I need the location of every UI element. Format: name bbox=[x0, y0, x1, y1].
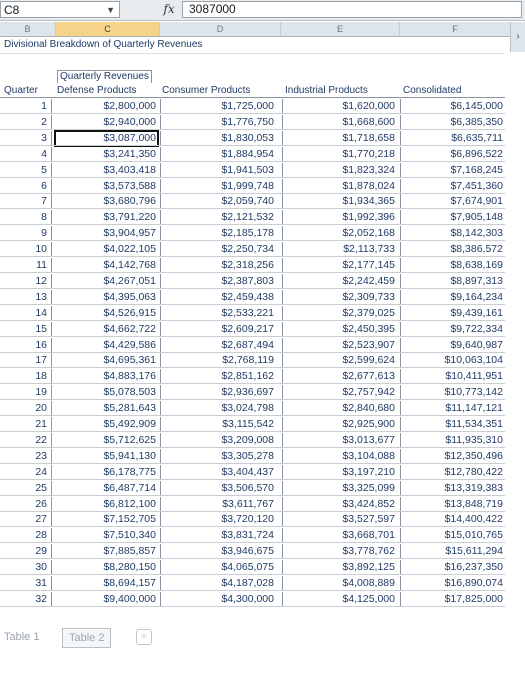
consumer-cell[interactable]: $1,941,503 bbox=[160, 163, 278, 178]
consolidated-cell[interactable]: $13,319,383 bbox=[400, 481, 505, 496]
quarter-cell[interactable]: 32 bbox=[0, 592, 52, 607]
row-divider bbox=[0, 574, 505, 575]
defense-cell[interactable]: $4,695,361 bbox=[103, 354, 156, 367]
consumer-cell[interactable]: $2,185,178 bbox=[160, 226, 278, 241]
name-box-value: C8 bbox=[4, 3, 20, 17]
quarter-cell[interactable]: 15 bbox=[0, 322, 52, 337]
defense-cell[interactable]: $7,510,340 bbox=[103, 529, 156, 542]
row-divider bbox=[0, 320, 505, 321]
row-divider bbox=[0, 447, 505, 448]
quarter-cell[interactable]: 10 bbox=[0, 242, 52, 257]
consumer-cell[interactable]: $2,059,740 bbox=[160, 194, 278, 209]
consolidated-cell[interactable]: $11,147,121 bbox=[400, 401, 505, 416]
defense-cell[interactable]: $4,267,051 bbox=[103, 274, 156, 287]
formula-input[interactable]: 3087000 bbox=[182, 1, 522, 18]
row-divider bbox=[0, 352, 505, 353]
consolidated-cell[interactable]: $9,640,987 bbox=[400, 338, 505, 353]
consolidated-cell[interactable]: $7,674,901 bbox=[400, 194, 505, 209]
quarter-cell[interactable]: 1 bbox=[0, 99, 52, 114]
quarter-cell[interactable]: 26 bbox=[0, 497, 52, 512]
consolidated-cell[interactable]: $7,168,245 bbox=[400, 163, 505, 178]
consolidated-cell[interactable]: $6,635,711 bbox=[400, 131, 505, 146]
quarter-cell[interactable]: 17 bbox=[0, 353, 52, 368]
table-row bbox=[0, 433, 525, 448]
row-divider bbox=[0, 511, 505, 512]
defense-cell[interactable]: $6,487,714 bbox=[103, 481, 156, 494]
defense-cell[interactable]: $7,885,857 bbox=[103, 545, 156, 558]
quarter-cell[interactable]: 3 bbox=[0, 131, 52, 146]
consolidated-cell[interactable]: $11,534,351 bbox=[400, 417, 505, 432]
consumer-cell[interactable]: $2,533,221 bbox=[160, 306, 278, 321]
defense-cell[interactable]: $4,395,063 bbox=[103, 290, 156, 303]
sheet-tabs bbox=[0, 628, 525, 648]
defense-cell[interactable]: $6,178,775 bbox=[103, 465, 156, 478]
quarter-cell[interactable]: 19 bbox=[0, 385, 52, 400]
consolidated-cell[interactable]: $9,722,334 bbox=[400, 322, 505, 337]
industrial-cell[interactable]: $2,925,900 bbox=[282, 417, 397, 432]
title-divider bbox=[0, 53, 505, 54]
row-divider bbox=[0, 304, 505, 305]
table-row bbox=[0, 290, 525, 305]
industrial-cell[interactable]: $2,177,145 bbox=[282, 258, 397, 273]
consolidated-cell[interactable]: $12,350,496 bbox=[400, 449, 505, 464]
consumer-cell[interactable]: $3,115,542 bbox=[160, 417, 278, 432]
quarter-cell[interactable]: 24 bbox=[0, 465, 52, 480]
row-divider bbox=[0, 495, 505, 496]
row-divider bbox=[0, 590, 505, 591]
industrial-cell[interactable]: $2,840,680 bbox=[282, 401, 397, 416]
quarter-cell[interactable]: 11 bbox=[0, 258, 52, 273]
table-row bbox=[0, 528, 525, 543]
consolidated-cell[interactable]: $15,010,765 bbox=[400, 528, 505, 543]
quarter-cell[interactable]: 25 bbox=[0, 481, 52, 496]
header-quarter: Quarter bbox=[4, 85, 38, 96]
consumer-cell[interactable]: $4,065,075 bbox=[160, 560, 278, 575]
industrial-cell[interactable]: $3,197,210 bbox=[282, 465, 397, 480]
defense-cell[interactable]: $5,492,909 bbox=[103, 418, 156, 430]
defense-cell[interactable]: $3,791,220 bbox=[103, 211, 156, 224]
industrial-cell[interactable]: $1,668,600 bbox=[282, 115, 397, 130]
defense-cell[interactable]: $4,022,105 bbox=[103, 243, 156, 256]
column-header-d[interactable]: D bbox=[160, 22, 281, 36]
header-industrial: Industrial Products bbox=[285, 85, 368, 96]
table-row bbox=[0, 226, 525, 241]
row-divider bbox=[0, 606, 505, 607]
table-row bbox=[0, 385, 525, 400]
industrial-cell[interactable]: $2,113,733 bbox=[282, 242, 397, 257]
row-divider bbox=[0, 193, 505, 194]
table-row bbox=[0, 497, 525, 512]
table-row bbox=[0, 481, 525, 496]
row-divider bbox=[0, 415, 505, 416]
consolidated-cell[interactable]: $16,237,350 bbox=[400, 560, 505, 575]
table-row bbox=[0, 99, 525, 114]
header-defense: Defense Products bbox=[57, 85, 137, 96]
quarter-cell[interactable]: 4 bbox=[0, 147, 52, 162]
defense-cell[interactable]: $2,940,000 bbox=[103, 115, 156, 128]
consolidated-cell[interactable]: $6,385,350 bbox=[400, 115, 505, 130]
consumer-cell[interactable]: $2,936,697 bbox=[160, 385, 278, 400]
quarter-cell[interactable]: 27 bbox=[0, 512, 52, 527]
industrial-cell[interactable]: $2,309,733 bbox=[282, 290, 397, 305]
table-row bbox=[0, 163, 525, 178]
table-row bbox=[0, 131, 525, 146]
row-divider bbox=[0, 256, 505, 257]
consolidated-cell[interactable]: $8,142,303 bbox=[400, 226, 505, 241]
defense-cell[interactable]: $7,152,705 bbox=[103, 513, 156, 526]
quarter-cell[interactable]: 9 bbox=[0, 226, 52, 241]
consumer-cell[interactable]: $2,687,494 bbox=[160, 338, 278, 353]
tab-table-2[interactable]: Table 2 bbox=[62, 628, 111, 648]
table-row bbox=[0, 465, 525, 480]
defense-cell[interactable]: $3,241,350 bbox=[103, 147, 156, 160]
row-divider bbox=[0, 208, 505, 209]
industrial-cell[interactable]: $1,878,024 bbox=[282, 179, 397, 194]
consolidated-cell[interactable]: $11,935,310 bbox=[400, 433, 505, 448]
consolidated-cell[interactable]: $9,439,161 bbox=[400, 306, 505, 321]
table-row bbox=[0, 353, 525, 368]
consumer-cell[interactable]: $3,209,008 bbox=[160, 433, 278, 448]
industrial-cell[interactable]: $2,052,168 bbox=[282, 226, 397, 241]
quarter-cell[interactable]: 30 bbox=[0, 560, 52, 575]
table-row bbox=[0, 179, 525, 194]
consumer-cell[interactable]: $3,024,798 bbox=[160, 401, 278, 416]
consumer-cell[interactable]: $2,768,119 bbox=[160, 353, 278, 368]
row-divider bbox=[0, 240, 505, 241]
table-row bbox=[0, 592, 525, 607]
table-row bbox=[0, 512, 525, 527]
quarter-cell[interactable]: 28 bbox=[0, 528, 52, 543]
defense-cell[interactable]: $3,573,588 bbox=[103, 179, 156, 192]
consumer-cell[interactable]: $3,720,120 bbox=[160, 512, 278, 527]
quarter-cell[interactable]: 2 bbox=[0, 115, 52, 130]
table-row bbox=[0, 322, 525, 337]
defense-cell[interactable]: $4,883,176 bbox=[103, 370, 156, 383]
industrial-cell[interactable]: $3,424,852 bbox=[282, 497, 397, 512]
consolidated-cell[interactable]: $8,638,169 bbox=[400, 258, 505, 273]
consumer-cell[interactable]: $3,946,675 bbox=[160, 544, 278, 559]
defense-cell[interactable]: $3,087,000 bbox=[55, 131, 158, 146]
add-sheet-icon[interactable]: + bbox=[136, 629, 152, 645]
quarter-cell[interactable]: 23 bbox=[0, 449, 52, 464]
consolidated-cell[interactable]: $6,145,000 bbox=[400, 99, 505, 114]
defense-cell[interactable]: $3,904,957 bbox=[103, 227, 156, 240]
consumer-cell[interactable]: $3,831,724 bbox=[160, 528, 278, 543]
consolidated-cell[interactable]: $8,386,572 bbox=[400, 242, 505, 257]
formula-bar bbox=[0, 0, 525, 21]
industrial-cell[interactable]: $1,934,365 bbox=[282, 194, 397, 209]
table-row bbox=[0, 306, 525, 321]
industrial-cell[interactable]: $4,008,889 bbox=[282, 576, 397, 591]
industrial-cell[interactable]: $1,992,396 bbox=[282, 210, 397, 225]
consolidated-cell[interactable]: $6,896,522 bbox=[400, 147, 505, 162]
quarter-cell[interactable]: 31 bbox=[0, 576, 52, 591]
industrial-cell[interactable]: $3,325,099 bbox=[282, 481, 397, 496]
quarter-cell[interactable]: 21 bbox=[0, 417, 52, 432]
quarter-cell[interactable]: 18 bbox=[0, 369, 52, 384]
consolidated-cell[interactable]: $12,780,422 bbox=[400, 465, 505, 480]
row-divider bbox=[0, 113, 505, 114]
row-divider bbox=[0, 479, 505, 480]
industrial-cell[interactable]: $2,379,025 bbox=[282, 306, 397, 321]
industrial-cell[interactable]: $1,620,000 bbox=[282, 99, 397, 114]
consolidated-cell[interactable]: $13,848,719 bbox=[400, 497, 505, 512]
industrial-cell[interactable]: $3,527,597 bbox=[282, 512, 397, 527]
consumer-cell[interactable]: $2,387,803 bbox=[160, 274, 278, 289]
column-header-e[interactable]: E bbox=[281, 22, 400, 36]
column-header-b[interactable]: B bbox=[0, 22, 56, 36]
industrial-cell[interactable]: $3,668,701 bbox=[282, 528, 397, 543]
column-headers bbox=[0, 22, 525, 37]
consumer-cell[interactable]: $2,851,162 bbox=[160, 369, 278, 384]
quarter-cell[interactable]: 8 bbox=[0, 210, 52, 225]
industrial-cell[interactable]: $3,778,762 bbox=[282, 544, 397, 559]
quarter-cell[interactable]: 16 bbox=[0, 338, 52, 353]
industrial-cell[interactable]: $1,770,218 bbox=[282, 147, 397, 162]
row-divider bbox=[0, 383, 505, 384]
defense-cell[interactable]: $5,281,643 bbox=[103, 402, 156, 415]
row-divider bbox=[0, 145, 505, 146]
industrial-cell[interactable]: $2,523,907 bbox=[282, 338, 397, 353]
quarter-cell[interactable]: 22 bbox=[0, 433, 52, 448]
consumer-cell[interactable]: $2,459,438 bbox=[160, 290, 278, 305]
function-icon[interactable]: fx bbox=[163, 2, 175, 16]
industrial-cell[interactable]: $3,013,677 bbox=[282, 433, 397, 448]
industrial-cell[interactable]: $1,823,324 bbox=[282, 163, 397, 178]
table-row bbox=[0, 338, 525, 353]
row-divider bbox=[0, 558, 505, 559]
consolidated-cell[interactable]: $7,451,360 bbox=[400, 179, 505, 194]
defense-cell[interactable]: $9,400,000 bbox=[103, 592, 156, 605]
tab-table-1[interactable]: Table 1 bbox=[4, 631, 40, 643]
row-divider bbox=[0, 367, 505, 368]
quarter-cell[interactable]: 7 bbox=[0, 194, 52, 209]
table-row bbox=[0, 401, 525, 416]
defense-cell[interactable]: $4,662,722 bbox=[103, 322, 156, 335]
consumer-cell[interactable]: $1,725,000 bbox=[160, 99, 278, 114]
consumer-cell[interactable]: $3,404,437 bbox=[160, 465, 278, 480]
table-row bbox=[0, 242, 525, 257]
industrial-cell[interactable]: $2,450,395 bbox=[282, 322, 397, 337]
chevron-down-icon[interactable]: ▼ bbox=[106, 5, 115, 15]
consolidated-cell[interactable]: $16,890,074 bbox=[400, 576, 505, 591]
table-row bbox=[0, 210, 525, 225]
row-divider bbox=[0, 526, 505, 527]
industrial-cell[interactable]: $1,718,658 bbox=[282, 131, 397, 146]
consumer-cell[interactable]: $2,609,217 bbox=[160, 322, 278, 337]
defense-cell[interactable]: $3,680,796 bbox=[103, 195, 156, 208]
consumer-cell[interactable]: $2,250,734 bbox=[160, 242, 278, 257]
table-row bbox=[0, 115, 525, 130]
defense-cell[interactable]: $8,280,150 bbox=[103, 561, 156, 574]
sheet-title: Divisional Breakdown of Quarterly Revenues bbox=[4, 39, 203, 50]
consolidated-cell[interactable]: $10,063,104 bbox=[400, 353, 505, 368]
quarter-cell[interactable]: 14 bbox=[0, 306, 52, 321]
defense-cell[interactable]: $5,078,503 bbox=[103, 386, 156, 399]
defense-cell[interactable]: $5,712,625 bbox=[103, 433, 156, 446]
column-header-f[interactable]: F bbox=[400, 22, 511, 36]
industrial-cell[interactable]: $2,677,613 bbox=[282, 369, 397, 384]
quarter-cell[interactable]: 12 bbox=[0, 274, 52, 289]
consolidated-cell[interactable]: $14,400,422 bbox=[400, 512, 505, 527]
consumer-cell[interactable]: $4,300,000 bbox=[160, 592, 278, 607]
quarter-cell[interactable]: 13 bbox=[0, 290, 52, 305]
industrial-cell[interactable]: $2,242,459 bbox=[282, 274, 397, 289]
column-header-c[interactable]: C bbox=[56, 22, 160, 36]
row-divider bbox=[0, 336, 505, 337]
consolidated-cell[interactable]: $7,905,148 bbox=[400, 210, 505, 225]
quarter-cell[interactable]: 29 bbox=[0, 544, 52, 559]
row-divider bbox=[0, 129, 505, 130]
quarter-cell[interactable]: 5 bbox=[0, 163, 52, 178]
industrial-cell[interactable]: $3,104,088 bbox=[282, 449, 397, 464]
defense-cell[interactable]: $6,812,100 bbox=[103, 497, 156, 510]
consumer-cell[interactable]: $2,318,256 bbox=[160, 258, 278, 273]
row-divider bbox=[0, 224, 505, 225]
table-row bbox=[0, 560, 525, 575]
consolidated-cell[interactable]: $9,164,234 bbox=[400, 290, 505, 305]
industrial-cell[interactable]: $2,599,624 bbox=[282, 353, 397, 368]
row-divider bbox=[0, 431, 505, 432]
consolidated-cell[interactable]: $10,411,951 bbox=[400, 369, 505, 384]
table-row bbox=[0, 544, 525, 559]
consumer-cell[interactable]: $4,187,028 bbox=[160, 576, 278, 591]
table-row bbox=[0, 194, 525, 209]
consumer-cell[interactable]: $1,830,053 bbox=[160, 131, 278, 146]
table-row bbox=[0, 449, 525, 464]
row-divider bbox=[0, 542, 505, 543]
consolidated-cell[interactable]: $10,773,142 bbox=[400, 385, 505, 400]
defense-cell[interactable]: $5,941,130 bbox=[103, 449, 156, 462]
header-consolidated: Consolidated bbox=[403, 85, 462, 96]
table-row bbox=[0, 576, 525, 591]
defense-cell[interactable]: $2,800,000 bbox=[103, 100, 156, 112]
row-divider bbox=[0, 272, 505, 273]
table-row bbox=[0, 274, 525, 289]
table-row bbox=[0, 258, 525, 273]
consumer-cell[interactable]: $3,305,278 bbox=[160, 449, 278, 464]
consolidated-cell[interactable]: $8,897,313 bbox=[400, 274, 505, 289]
row-divider bbox=[0, 288, 505, 289]
row-divider bbox=[0, 161, 505, 162]
scroll-right-icon[interactable]: › bbox=[510, 22, 525, 52]
consumer-cell[interactable]: $1,884,954 bbox=[160, 147, 278, 162]
defense-cell[interactable]: $8,694,157 bbox=[103, 577, 156, 589]
row-divider bbox=[0, 463, 505, 464]
industrial-cell[interactable]: $4,125,000 bbox=[282, 592, 397, 607]
consumer-cell[interactable]: $2,121,532 bbox=[160, 210, 278, 225]
quarter-cell[interactable]: 20 bbox=[0, 401, 52, 416]
defense-cell[interactable]: $4,142,768 bbox=[103, 259, 156, 271]
defense-cell[interactable]: $4,526,915 bbox=[103, 306, 156, 319]
table-row bbox=[0, 369, 525, 384]
row-divider bbox=[0, 399, 505, 400]
defense-cell[interactable]: $3,403,418 bbox=[103, 163, 156, 176]
header-divider bbox=[0, 97, 505, 98]
name-box[interactable] bbox=[0, 1, 120, 18]
consumer-cell[interactable]: $3,506,570 bbox=[160, 481, 278, 496]
table-row bbox=[0, 417, 525, 432]
row-divider bbox=[0, 177, 505, 178]
consolidated-cell[interactable]: $17,825,000 bbox=[400, 592, 505, 607]
quarter-cell[interactable]: 6 bbox=[0, 179, 52, 194]
consumer-cell[interactable]: $1,776,750 bbox=[160, 115, 278, 130]
industrial-cell[interactable]: $2,757,942 bbox=[282, 385, 397, 400]
consumer-cell[interactable]: $3,611,767 bbox=[160, 497, 278, 512]
consolidated-cell[interactable]: $15,611,294 bbox=[400, 544, 505, 559]
defense-cell[interactable]: $4,429,586 bbox=[103, 338, 156, 351]
consumer-cell[interactable]: $1,999,748 bbox=[160, 179, 278, 194]
group-label: Quarterly Revenues bbox=[57, 70, 152, 83]
table-row bbox=[0, 147, 525, 162]
industrial-cell[interactable]: $3,892,125 bbox=[282, 560, 397, 575]
header-consumer: Consumer Products bbox=[162, 85, 251, 96]
